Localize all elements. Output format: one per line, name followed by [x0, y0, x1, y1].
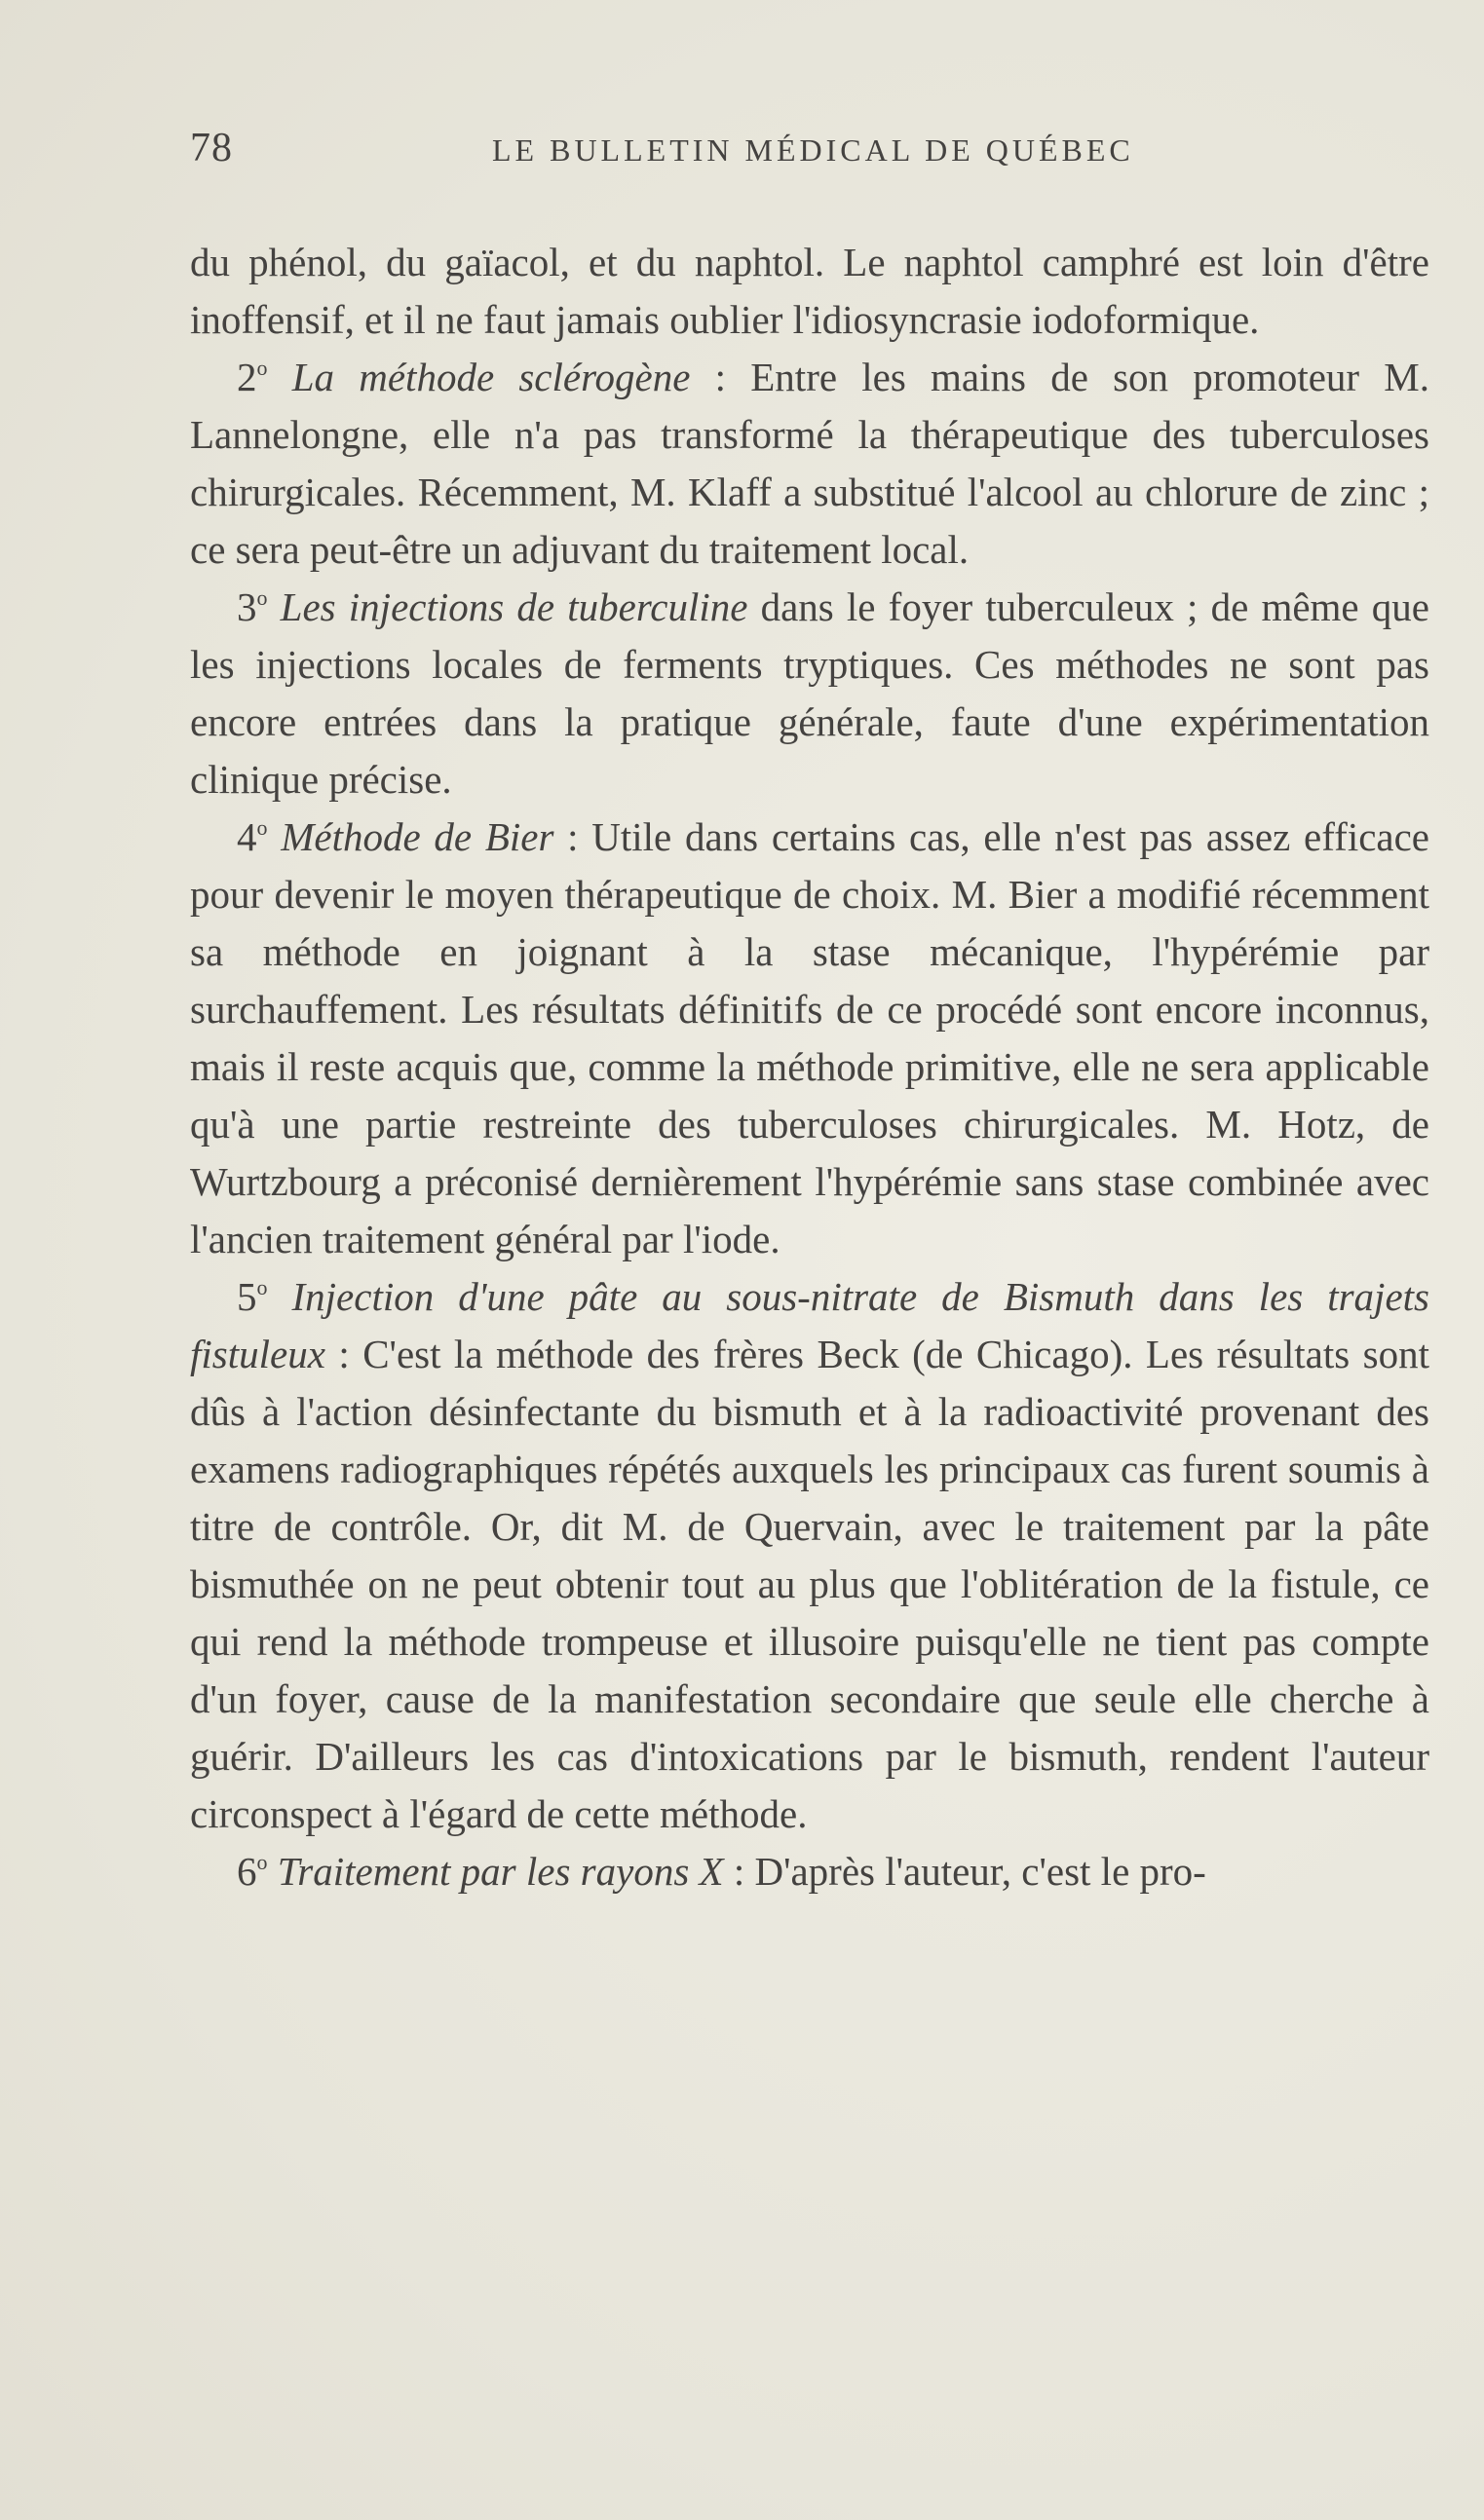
paragraph-text: : Utile dans certains cas, elle n'est pas assez efficace pour devenir le moyen thérapeutique de choix. M. Bier a modifié récemment sa méthode en joignant à la stase mécanique, l'hypérémie par surchauffement. Les résultats définitifs de ce procédé sont encore inconnus, mais il reste acquis que, comme la méthode primitive, elle ne sera applicable qu'à une partie restreinte des tuberculoses chirurgicales. M. Hotz, de Wurtzbourg a préconisé dernièrement l'hypérémie sans stase combinée avec l'ancien traitement général par l'iode.	[190, 814, 1430, 1261]
running-title: LE BULLETIN MÉDICAL DE QUÉBEC	[492, 132, 1134, 168]
degree-mark: o	[256, 815, 268, 840]
paragraph-text: dans le foyer tuberculeux ; de même que les injections locales de ferments tryptiques. Ces méthodes ne sont pas encore entrées dans la pratique générale, faute d'une expérimentation clinique précise.	[190, 584, 1429, 802]
paragraph-3	[190, 579, 1429, 809]
item-number: 5$^o$	[237, 1274, 268, 1319]
item-number: 6$^o$	[237, 1849, 268, 1894]
item-number: 4$^o$	[237, 814, 268, 859]
degree-mark: o	[256, 1275, 268, 1299]
page-number: 78	[190, 126, 233, 170]
paragraph-text: : Entre les mains de son promoteur M. Lannelongne, elle n'a pas transformé la thérapeutique des tuberculoses chirurgicales. Récemment, M. Klaff a substitué l'alcool au chlorure de zinc ; ce sera peut-être un adjuvant du traitement local.	[190, 355, 1429, 572]
paragraph-text: : C'est la méthode des frères Beck (de Chicago). Les résultats sont dûs à l'action désinfectante du bismuth et à la radioactivité provenant des examens radiographiques répétés auxquels les principaux cas furent soumis à titre de contrôle. Or, dit M. de Quervain, avec le traitement par la pâte bismuthée on ne peut obtenir tout au plus que l'oblitération de la fistule, ce qui rend la méthode trompeuse et illusoire puisqu'elle ne tient pas compte d'un foyer, cause de la manifestation secondaire que seule elle cherche à guérir. D'ailleurs les cas d'intoxications par le bismuth, rendent l'auteur circonspect à l'égard de cette méthode.	[190, 1332, 1429, 1836]
item-number: 3$^o$	[237, 584, 268, 629]
degree-mark: o	[256, 1850, 268, 1874]
degree-mark: o	[256, 356, 268, 380]
page-header	[190, 125, 1432, 183]
item-title: Injection d'une pâte au sous-nitrate de Bismuth dans les trajets fistuleux	[190, 1274, 1429, 1376]
item-title: Méthode de Bier	[281, 814, 554, 859]
item-title: Les injections de tuberculine	[280, 584, 748, 629]
paragraph-text: du phénol, du gaïacol, et du naphtol. Le naphtol camphré est loin d'être inoffensif, et il ne faut jamais oublier l'idiosyncrasie iodoformique.	[190, 240, 1429, 342]
item-number: 2$^o$	[237, 355, 268, 399]
degree-mark: o	[256, 585, 268, 610]
paragraph-text: : D'après l'auteur, c'est le pro-	[723, 1849, 1206, 1894]
item-title: La méthode sclérogène	[291, 355, 691, 399]
paragraph-5	[190, 1268, 1429, 1843]
paragraph-6	[190, 1843, 1429, 1900]
paragraph-1	[190, 234, 1429, 349]
paragraph-2	[190, 349, 1429, 579]
body-text	[190, 234, 1429, 1900]
item-title: Traitement par les rayons X	[277, 1849, 724, 1894]
paragraph-4	[190, 809, 1429, 1268]
